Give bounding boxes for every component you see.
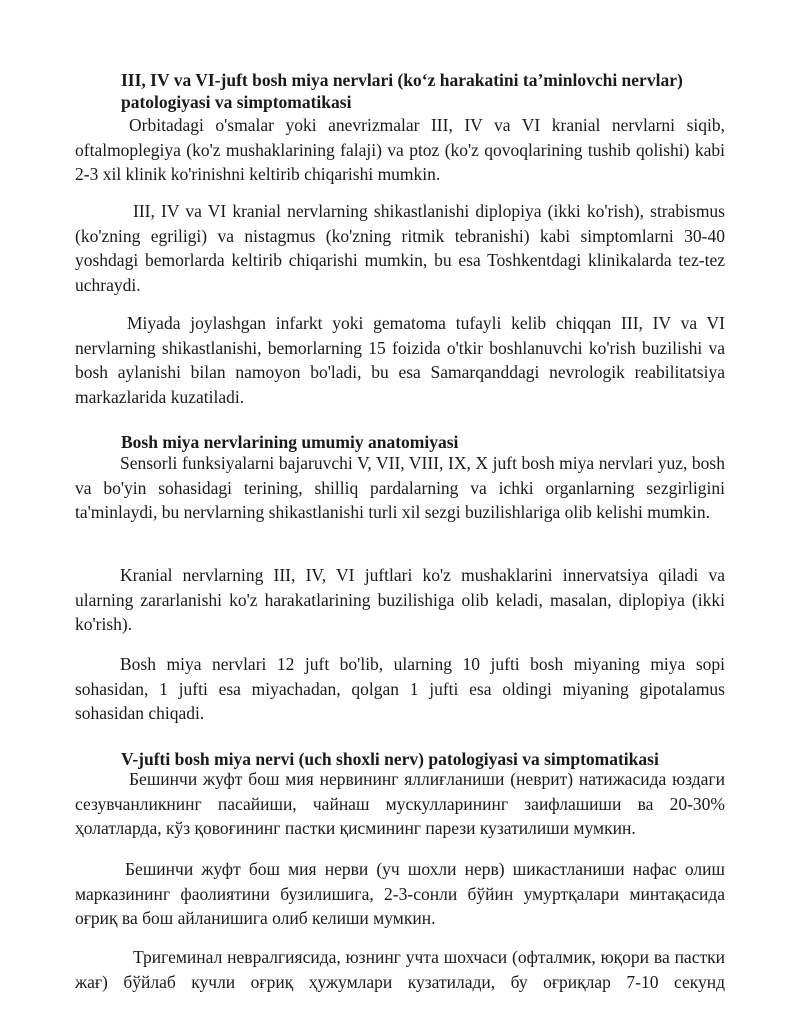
paragraph-twelve-pairs: Bosh miya nervlari 12 juft bo'lib, ularning 10 jufti bosh miyaning miya sopi sohasidan, 1 jufti esa miyachadan, qolgan 1 jufti esa oldingi miyaning gipotalamus sohasidan chiqadi. <box>75 654 725 723</box>
paragraph-eye-muscle-nerves: Kranial nervlarning III, IV, VI juftlari ko'z mushaklarini innervatsiya qiladi va ularning zararlanishi ko'z harakatlarining buzilishiga olib keladi, masalan, diplopiya (ikki ko'rish). <box>75 565 725 634</box>
paragraph-orbital-tumors: Orbitadagi o'smalar yoki anevrizmalar III, IV va VI kranial nervlarni siqib, oftalmoplegiya (ko'z mushaklarining falaji) va ptoz (ko'z qovoqlarining tushib qolishi) kabi 2-3 xil klinik ko'rinishni keltirib chiqarishi mumkin. <box>75 115 725 184</box>
paragraph-trigeminal-neuralgia: Тригеминал невралгиясида, юзнинг учта шохчаси (офталмик, юқори ва пастки жағ) бўйлаб кучли оғриқ ҳужумлари кузатилади, бу оғриқлар 7-10 секунд <box>75 947 725 992</box>
section-heading-anatomy: Bosh miya nervlarining umumiy anatomiyasi <box>121 432 459 452</box>
paragraph-infarct-hematoma: Miyada joylashgan infarkt yoki gematoma tufayli kelib chiqqan III, IV va VI nervlarning shikastlanishi, bemorlarning 15 foizida o'tkir boshlanuvchi ko'rish buzilishi va bosh aylanishi bilan namoyon bo'ladi, bu esa Samarqanddagi nevrologik reabilitatsiya markazlarida kuzatiladi. <box>75 313 725 407</box>
paragraph-respiratory-center: Бешинчи жуфт бош мия нерви (уч шохли нерв) шикастланиши нафас олиш марказининг фаолиятини бузилишига, 2-3-сонли бўйин умуртқалари минтақасида оғриқ ва бош айланишига олиб келиши мумкин. <box>75 859 725 928</box>
paragraph-diplopia-strabismus: III, IV va VI kranial nervlarning shikastlanishi diplopiya (ikki ko'rish), strabismus (ko'zning egriligi) va nistagmus (ko'zning ritmik tebranishi) kabi simptomlarni 30-40 yoshdagi bemorlarda keltirib chiqarishi mumkin, bu esa Toshkentdagi klinikalarda tez-tez uchraydi. <box>75 201 725 295</box>
section-heading-trigeminal: V-jufti bosh miya nervi (uch shoxli nerv) patologiyasi va simptomatikasi <box>121 749 659 769</box>
paragraph-neuritis: Бешинчи жуфт бош мия нервининг яллиғланиши (неврит) натижасида юздаги сезувчанликнинг пасайиши, чайнаш мускулларининг заифлашиши ва 20-30% ҳолатларда, кўз қовоғининг пастки қисмининг парези кузатилиши мумкин. <box>75 769 725 838</box>
section-heading-cranial-iii-iv-vi: III, IV va VI-juft bosh miya nervlari (ko‘z harakatini ta’minlovchi nervlar) patologiyasi va simptomatikasi <box>121 70 683 112</box>
paragraph-sensory-nerves: Sensorli funksiyalarni bajaruvchi V, VII, VIII, IX, X juft bosh miya nervlari yuz, bosh va bo'yin sohasidagi terining, shilliq pardalarning va ichki organlarning sezgirligini ta'minlaydi, bu nervlarning shikastlanishi turli xil sezgi buzilishlariga olib kelishi mumkin. <box>75 453 725 522</box>
